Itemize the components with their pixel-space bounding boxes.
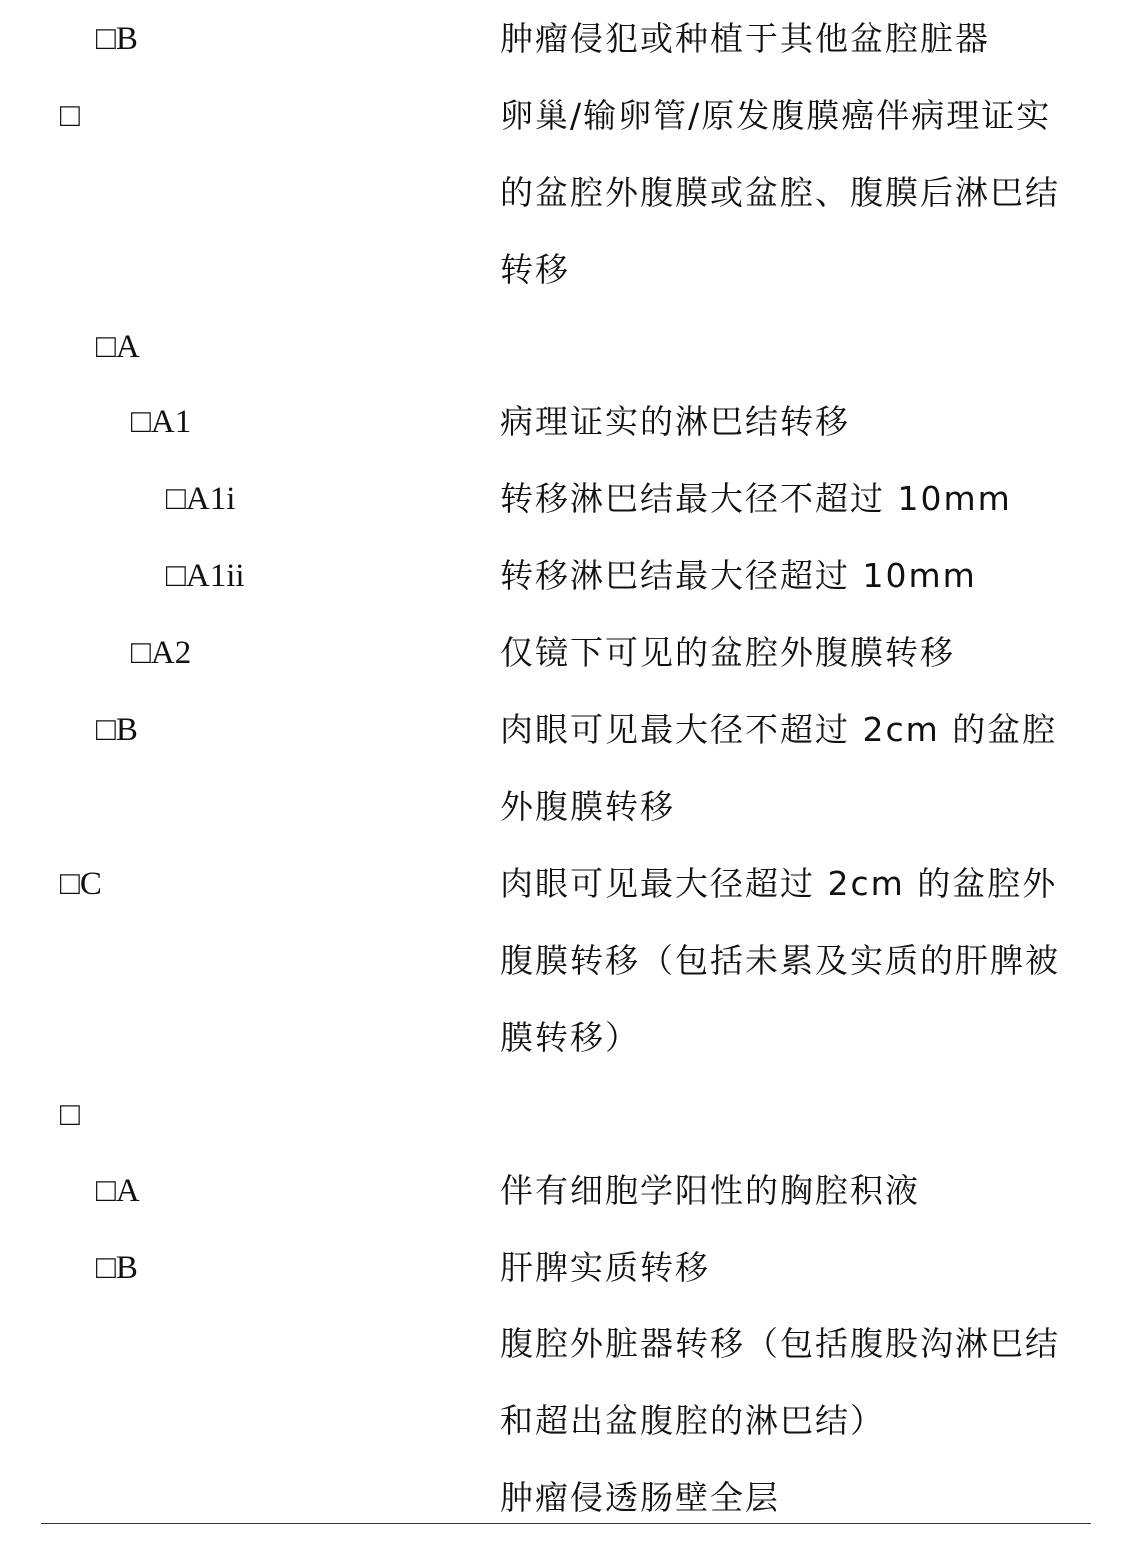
stage-code: □A1 — [131, 404, 192, 440]
stage-code: □A — [96, 1173, 140, 1209]
stage-description: 伴有细胞学阳性的胸腔积液 — [500, 1171, 920, 1210]
stage-description: 转移淋巴结最大径超过 10mm — [500, 556, 977, 595]
stage-description: 肿瘤侵犯或种植于其他盆腔脏器 — [500, 19, 990, 58]
stage-description: 转移淋巴结最大径不超过 10mm — [500, 479, 1012, 518]
stage-code: □B — [96, 712, 138, 748]
stage-description: 卵巢/输卵管/原发腹膜癌伴病理证实的盆腔外腹膜或盆腔、腹膜后淋巴结转移 — [500, 96, 1060, 289]
stage-code: □A — [96, 329, 140, 365]
stage-description: 病理证实的淋巴结转移 — [500, 402, 850, 441]
table-bottom-rule — [41, 1523, 1091, 1524]
stage-code: □B — [96, 21, 138, 57]
stage-code: □B — [96, 1250, 138, 1286]
stage-description: 肉眼可见最大径超过 2cm 的盆腔外腹膜转移（包括未累及实质的肝脾被膜转移） — [500, 864, 1060, 1057]
stage-description: 肝脾实质转移 — [500, 1248, 710, 1287]
stage-code: □C — [60, 866, 102, 902]
stage-code: □A2 — [131, 635, 192, 671]
stage-code: □A1ii — [166, 558, 245, 594]
stage-code: □ — [60, 98, 80, 134]
stage-code: □ — [60, 1097, 80, 1133]
stage-description: 仅镜下可见的盆腔外腹膜转移 — [500, 633, 955, 672]
stage-description: 肉眼可见最大径不超过 2cm 的盆腔外腹膜转移 — [500, 710, 1058, 826]
stage-description: 腹腔外脏器转移（包括腹股沟淋巴结和超出盆腹腔的淋巴结） — [500, 1324, 1060, 1440]
stage-description: 肿瘤侵透肠壁全层 — [500, 1478, 780, 1517]
stage-code: □A1i — [166, 481, 236, 517]
